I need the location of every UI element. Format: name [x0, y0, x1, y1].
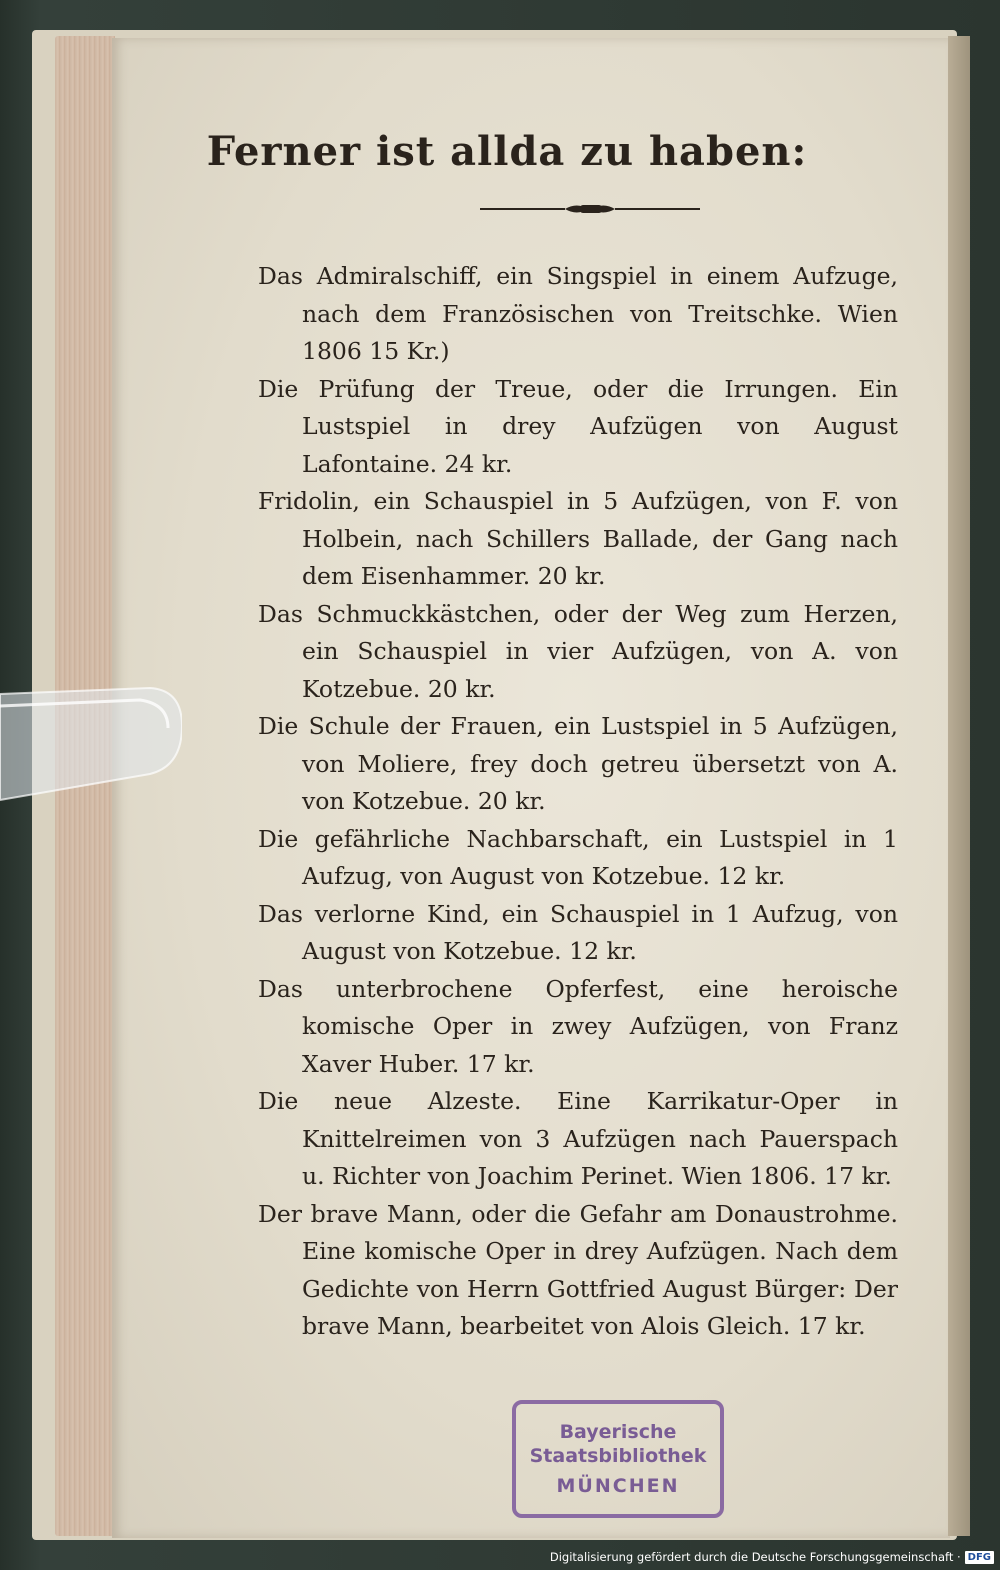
catalog-entry: Der brave Mann, oder die Gefahr am Donaustrohme. Eine komische Oper in drey Aufzügen. Nach dem Gedichte von Herrn Gottfried August Bürger: Der brave Mann, bearbeitet von Alois Gleich. 17 kr. — [258, 1199, 898, 1340]
catalog-entry: Das Schmuckkästchen, oder der Weg zum Herzen, ein Schauspiel in vier Aufzügen, von A. von Kotzebue. 20 kr. — [258, 599, 898, 703]
right-page-edge — [948, 36, 970, 1536]
catalog-entry: Das verlorne Kind, ein Schauspiel in 1 Aufzug, von August von Kotzebue. 12 kr. — [258, 899, 898, 965]
dfg-logo: DFG — [965, 1551, 994, 1564]
catalog-entry: Die neue Alzeste. Eine Karrikatur-Oper in Knittelreimen von 3 Aufzügen nach Pauerspach u. Richter von Joachim Perinet. Wien 1806. 17 kr. — [258, 1087, 898, 1190]
catalog-entry: Die Prüfung der Treue, oder die Irrungen. Ein Lustspiel in drey Aufzügen von August Lafontaine. 24 kr. — [258, 374, 898, 478]
stamp-line-2: Staatsbibliothek — [529, 1445, 707, 1467]
catalog-entry: Die gefährliche Nachbarschaft, ein Lustspiel in 1 Aufzug, von August von Kotzebue. 12 kr. — [258, 824, 898, 890]
page-holder-clip — [0, 676, 182, 804]
catalog-entries — [258, 258, 898, 1346]
catalog-entry: Das unterbrochene Opferfest, eine heroische komische Oper in zwey Aufzügen, von Franz Xaver Huber. 17 kr. — [258, 974, 898, 1078]
catalog-entry: Das Admiralschiff, ein Singspiel in einem Aufzuge, nach dem Französischen von Treitschke. Wien 1806 15 Kr.) — [258, 262, 898, 365]
stamp-line-3: MÜNCHEN — [556, 1475, 680, 1497]
page-heading: Ferner ist allda zu haben: — [206, 128, 808, 175]
ornament-divider — [480, 202, 700, 216]
catalog-entry: Die Schule der Frauen, ein Lustspiel in 5 Aufzügen, von Moliere, frey doch getreu übersetzt von A. von Kotzebue. 20 kr. — [258, 712, 898, 815]
catalog-entry: Fridolin, ein Schauspiel in 5 Aufzügen, von F. von Holbein, nach Schillers Ballade, der Gang nach dem Eisenhammer. 20 kr. — [258, 487, 898, 590]
library-stamp — [512, 1400, 724, 1518]
footer-text: Digitalisierung gefördert durch die Deutsche Forschungsgemeinschaft · — [549, 1550, 961, 1564]
stamp-line-1: Bayerische — [559, 1421, 677, 1443]
digitization-footer — [550, 1548, 994, 1566]
